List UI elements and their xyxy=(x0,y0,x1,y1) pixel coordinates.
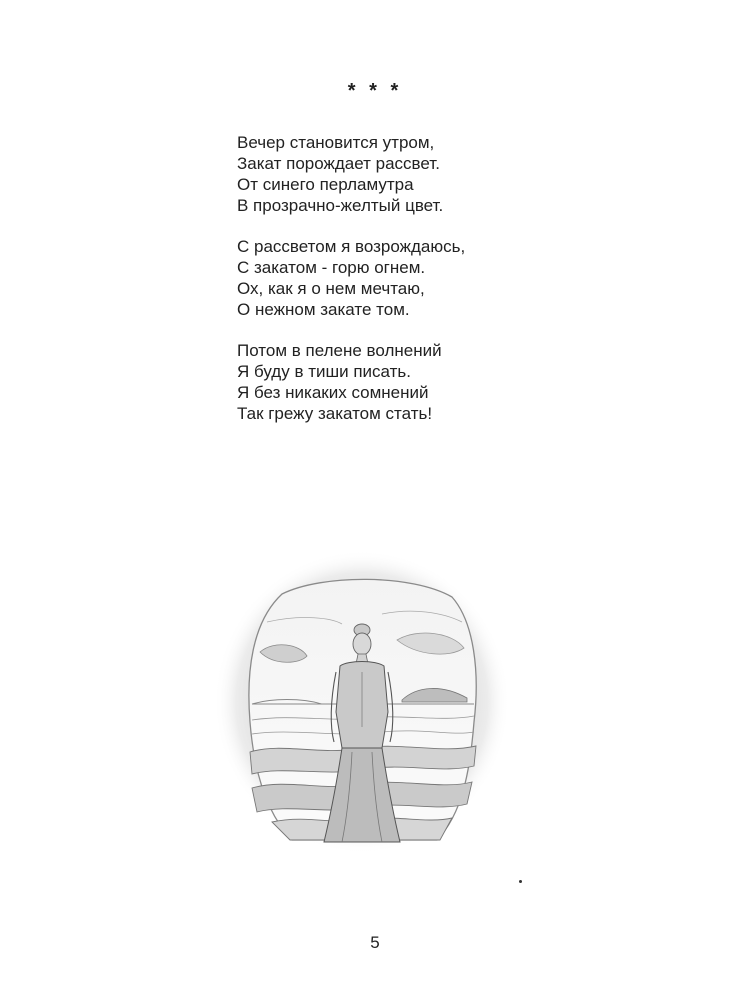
woman-at-sea-sketch xyxy=(212,552,512,862)
stanza-2 xyxy=(237,236,557,320)
poem-line: Я без никаких сомнений xyxy=(237,383,429,402)
poem-line: О нежном закате том. xyxy=(237,300,410,319)
section-ornament: * * * xyxy=(347,80,403,102)
poem-line: От синего перламутра xyxy=(237,175,414,194)
poem xyxy=(237,132,557,444)
poem-line: Я буду в тиши писать. xyxy=(237,362,411,381)
page-number: 5 xyxy=(370,933,380,952)
pencil-illustration xyxy=(212,552,512,862)
poem-line: Так грежу закатом стать! xyxy=(237,404,433,423)
poem-line: Ох, как я о нем мечтаю, xyxy=(237,279,425,298)
stanza-3 xyxy=(237,340,557,424)
poem-line: С рассветом я возрождаюсь, xyxy=(237,237,466,256)
poem-line: С закатом - горю огнем. xyxy=(237,258,426,277)
poem-line: Вечер становится утром, xyxy=(237,133,435,152)
stray-dot xyxy=(519,880,522,883)
poem-line: Закат порождает рассвет. xyxy=(237,154,440,173)
poem-line: В прозрачно-желтый цвет. xyxy=(237,196,444,215)
poem-line: Потом в пелене волнений xyxy=(237,341,442,360)
stanza-1 xyxy=(237,132,557,216)
